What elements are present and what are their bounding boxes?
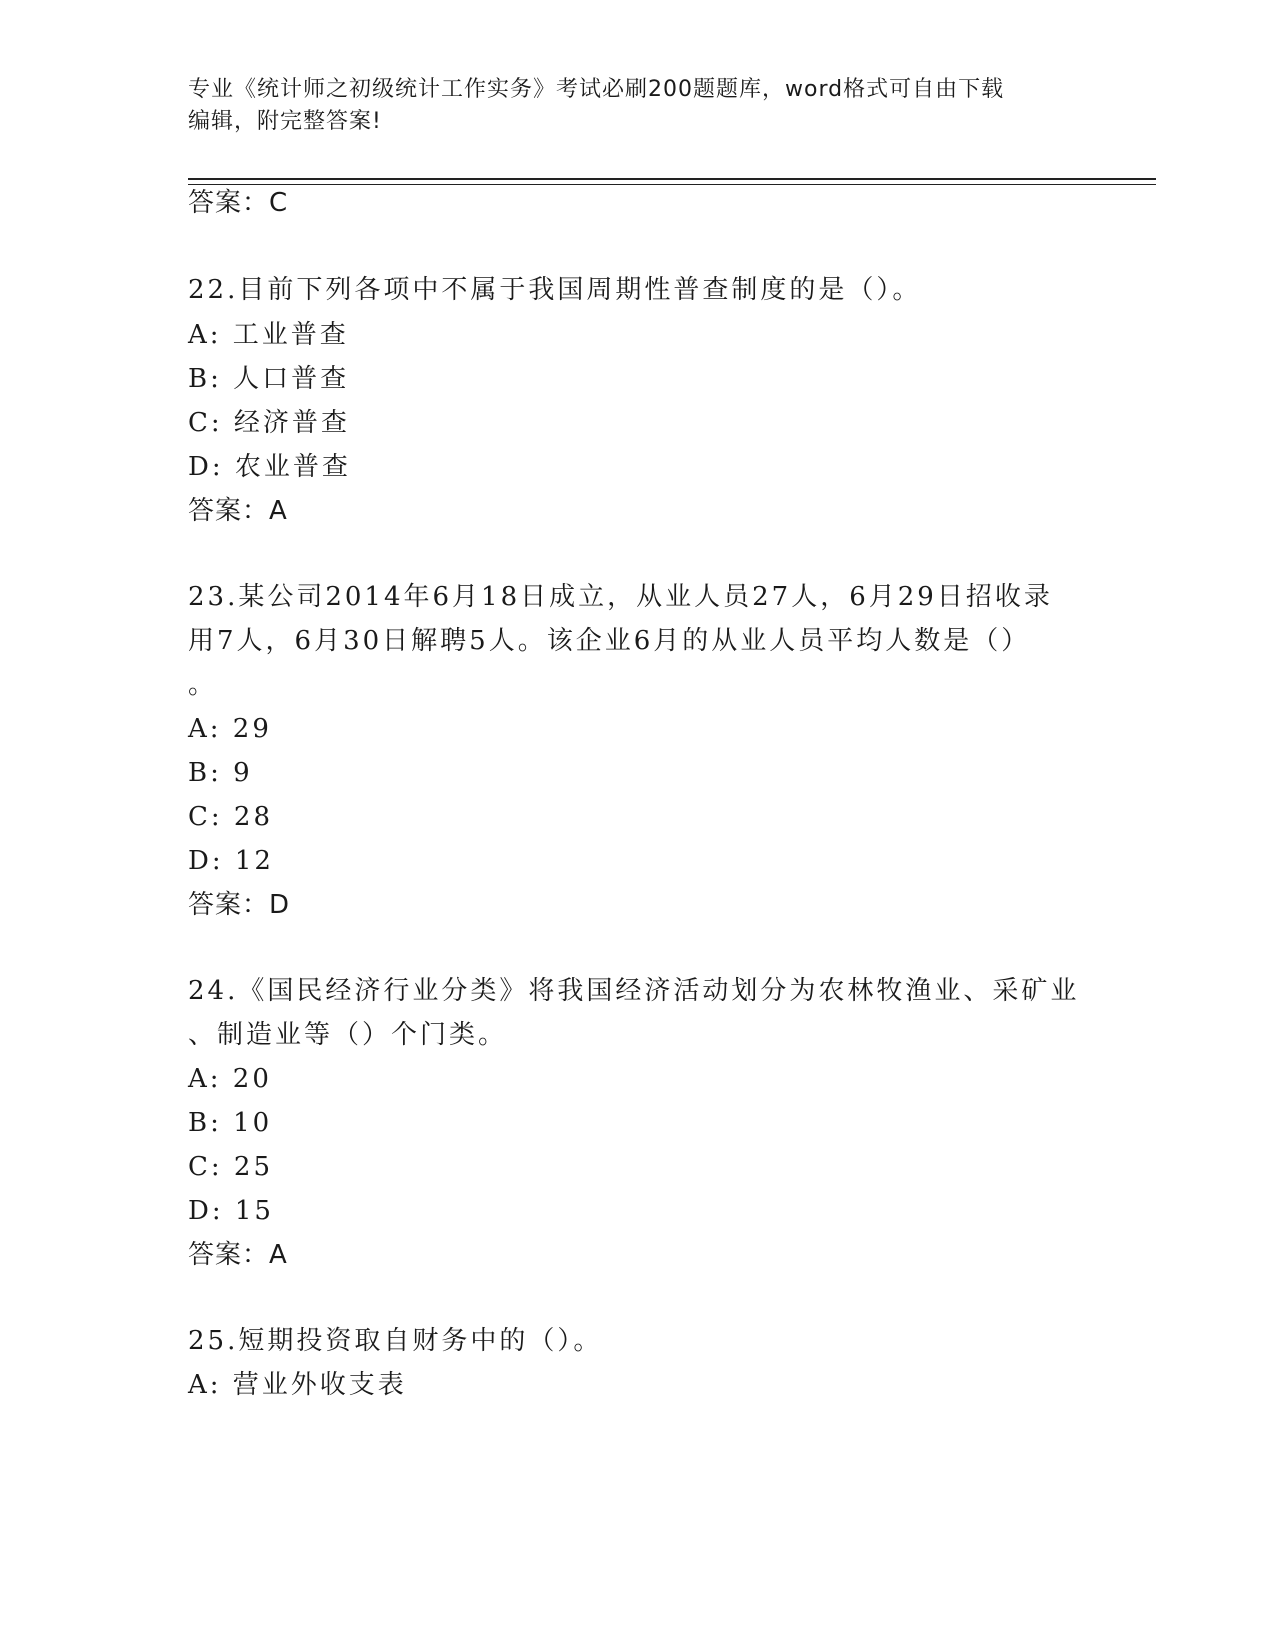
q23-option-a: A: 29 bbox=[188, 714, 272, 744]
q23-option-c: C: 28 bbox=[188, 802, 274, 832]
question-24-line-1: 24.《国民经济行业分类》将我国经济活动划分为农林牧渔业、采矿业 bbox=[188, 976, 1080, 1006]
q22-option-d: D: 农业普查 bbox=[188, 452, 351, 482]
question-22: 22.目前下列各项中不属于我国周期性普查制度的是（）。 bbox=[188, 275, 922, 305]
question-23-line-2: 用7人，6月30日解聘5人。该企业6月的从业人员平均人数是（） bbox=[188, 626, 1031, 656]
q22-option-b: B: 人口普查 bbox=[188, 364, 350, 394]
document-header bbox=[188, 74, 1088, 138]
header-divider-thick bbox=[188, 178, 1156, 180]
header-line-1: 专业《统计师之初级统计工作实务》考试必刷200题题库，word格式可自由下载 bbox=[188, 77, 1005, 102]
q23-answer: 答案：D bbox=[188, 890, 291, 920]
q22-option-c: C: 经济普查 bbox=[188, 408, 350, 438]
answer-previous: 答案：C bbox=[188, 188, 289, 218]
q25-option-a: A: 营业外收支表 bbox=[188, 1370, 407, 1400]
header-line-2: 编辑，附完整答案! bbox=[188, 109, 382, 134]
question-24-line-2: 、制造业等（）个门类。 bbox=[188, 1020, 508, 1050]
q24-answer: 答案：A bbox=[188, 1240, 288, 1270]
q22-answer: 答案：A bbox=[188, 496, 288, 526]
q24-option-b: B: 10 bbox=[188, 1108, 273, 1138]
q24-option-a: A: 20 bbox=[188, 1064, 272, 1094]
question-25: 25.短期投资取自财务中的（）。 bbox=[188, 1326, 603, 1356]
q24-option-c: C: 25 bbox=[188, 1152, 274, 1182]
header-divider-thin bbox=[188, 184, 1156, 185]
q23-option-d: D: 12 bbox=[188, 846, 274, 876]
question-23-line-1: 23.某公司2014年6月18日成立，从业人员27人，6月29日招收录 bbox=[188, 582, 1053, 612]
question-23-line-3: 。 bbox=[188, 670, 218, 700]
q24-option-d: D: 15 bbox=[188, 1196, 274, 1226]
q22-option-a: A: 工业普查 bbox=[188, 320, 349, 350]
q23-option-b: B: 9 bbox=[188, 758, 253, 788]
